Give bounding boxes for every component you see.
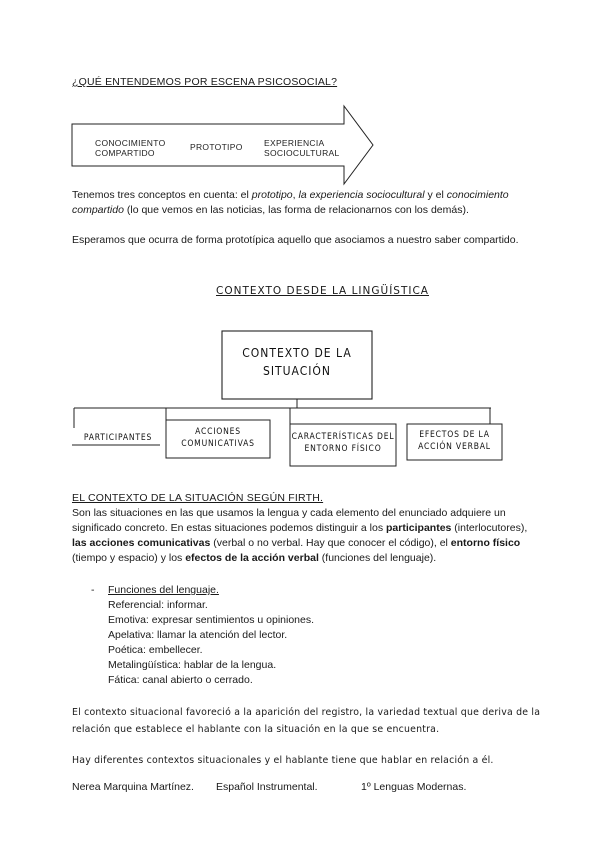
list-item: Emotiva: expresar sentimientos u opiniones. <box>108 614 315 626</box>
handwritten-note: El contexto situacional favoreció a la aparición del registro, la variedad textual que deriva de la relación que establece el hablante con la situación en la que se encuentra. <box>72 707 541 735</box>
intro-paragraph: Tenemos tres conceptos en cuenta: el prototipo, la experiencia sociocultural y el conocimiento compartido (lo que vemos en las noticias, las forma de relacionarnos con los demás). <box>72 189 509 216</box>
footer-subject: Español Instrumental. <box>216 781 318 793</box>
diagram-node-participants: PARTICIPANTES <box>83 433 153 443</box>
arrow-item-prototype: PROTOTIPO <box>190 142 243 152</box>
diagram-node-physical-environment: CARACTERÍSTICAS DEL ENTORNO FÍSICO <box>291 432 395 454</box>
firth-heading: EL CONTEXTO DE LA SITUACIÓN SEGÚN FIRTH. <box>72 492 324 504</box>
arrow-item-sociocultural-experience: EXPERIENCIA SOCIOCULTURAL <box>264 138 340 158</box>
handwritten-note-contexts: Hay diferentes contextos situacionales y el hablante tiene que hablar en relación a él. <box>72 755 494 766</box>
functions-list <box>108 598 314 688</box>
firth-paragraph: Son las situaciones en las que usamos la lengua y cada elemento del enunciado adquiere un significado concreto. En estas situaciones podemos distinguir a los participantes (interlocutores), las acciones comunicativas (verbal o no verbal. Hay que conocer el código), el entorno físico (tiempo y espacio) y los efectos de la acción verbal (funciones del lenguaje). <box>72 507 528 564</box>
footer-author: Nerea Marquina Martínez. <box>72 781 194 793</box>
diagram-node-communicative-actions: ACCIONES COMUNICATIVAS <box>181 427 255 449</box>
prototype-paragraph: Esperamos que ocurra de forma prototípica aquello que asociamos a nuestro saber compartido. <box>72 234 519 246</box>
functions-title: Funciones del lenguaje. <box>108 584 219 596</box>
footer-course: 1º Lenguas Modernas. <box>361 781 467 793</box>
list-item: Fática: canal abierto o cerrado. <box>108 674 253 686</box>
list-item: Poética: embellecer. <box>108 644 203 656</box>
diagram-root: CONTEXTO DE LA SITUACIÓN <box>242 346 352 378</box>
arrow-item-shared-knowledge: CONOCIMIENTO COMPARTIDO <box>95 138 166 158</box>
list-item: Apelativa: llamar la atención del lector. <box>108 629 288 641</box>
page-heading: ¿QUÉ ENTENDEMOS POR ESCENA PSICOSOCIAL? <box>72 76 338 88</box>
diagram-node-verbal-action-effects: EFECTOS DE LA ACCIÓN VERBAL <box>418 430 491 452</box>
diagram-title: CONTEXTO DESDE LA LINGÜÍSTICA <box>216 285 429 297</box>
list-item: Referencial: informar. <box>108 599 208 611</box>
list-bullet: - <box>91 584 95 596</box>
list-item: Metalingüística: hablar de la lengua. <box>108 659 277 671</box>
